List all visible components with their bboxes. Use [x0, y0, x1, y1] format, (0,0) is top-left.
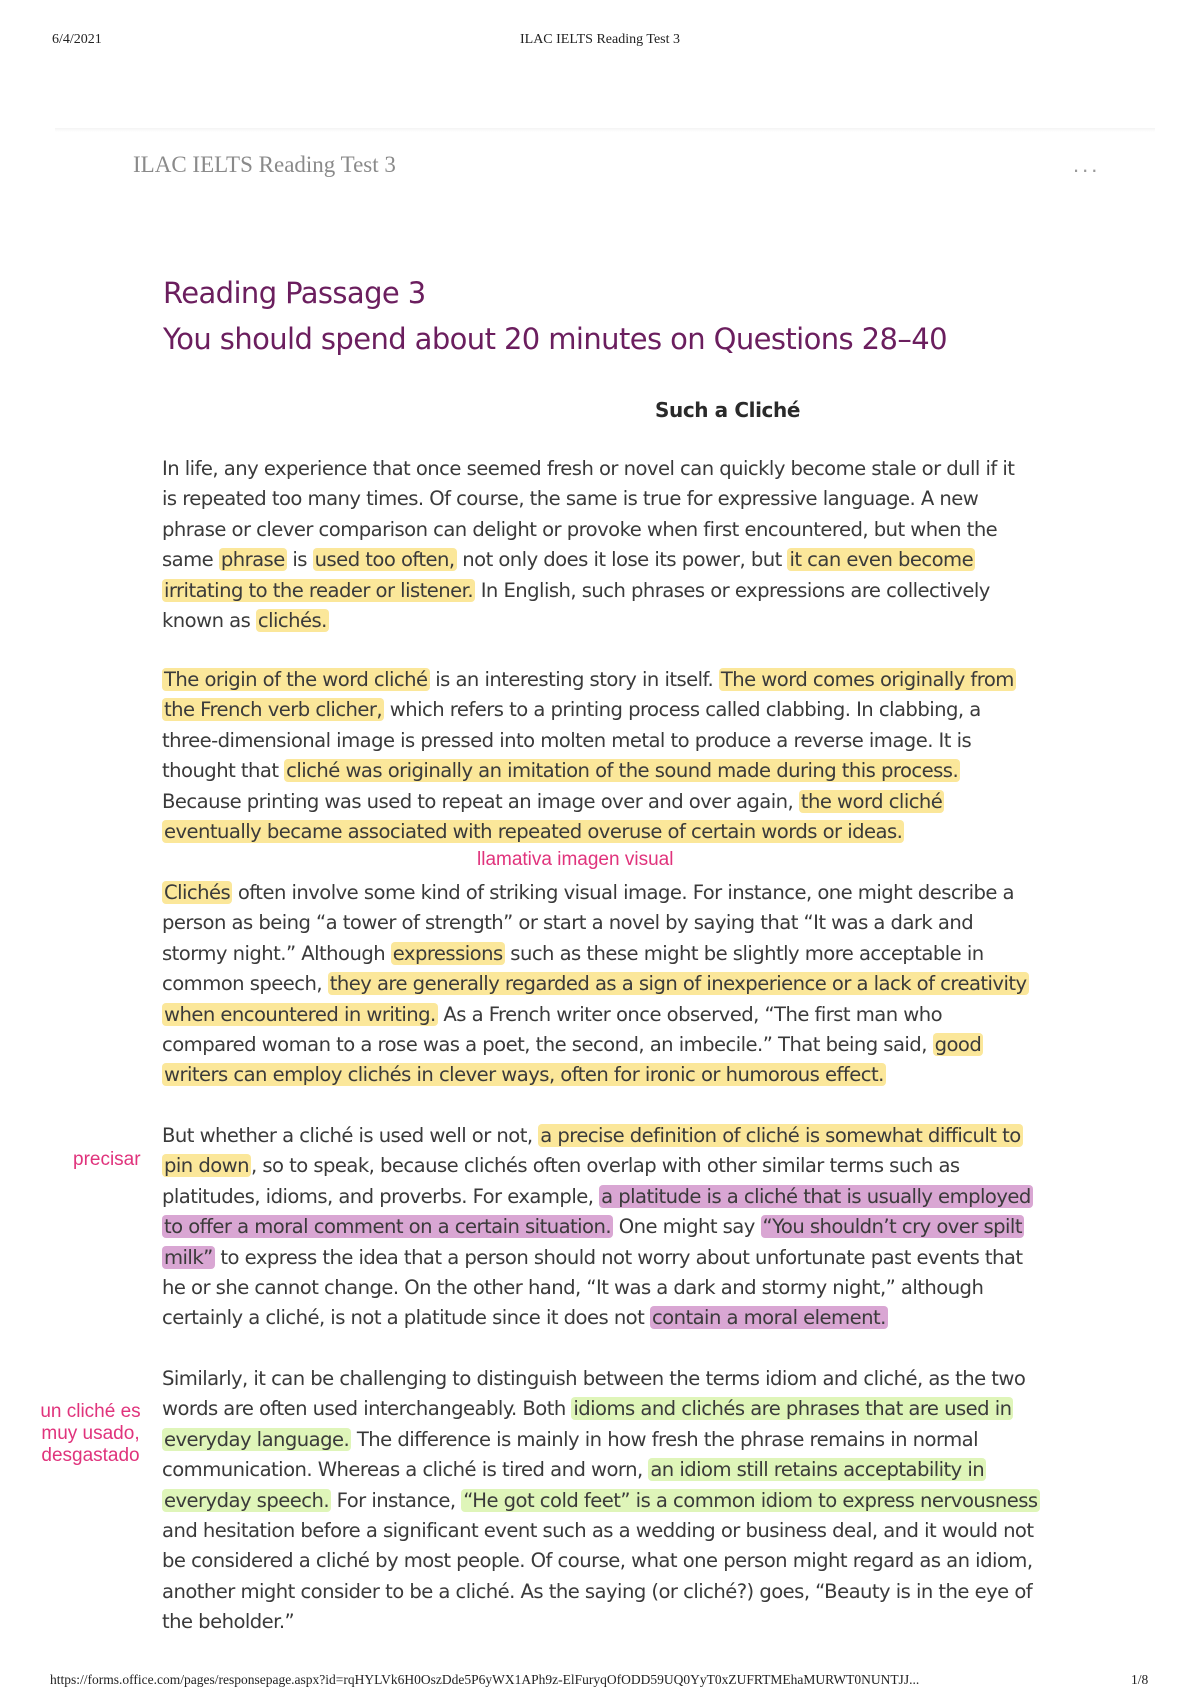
highlighted-text: they are generally regarded as a sign of inexperience or a lack of creativity: [329, 972, 1027, 996]
highlighted-text: everyday speech.: [164, 1488, 329, 1512]
text-line: [162, 1455, 1052, 1485]
text-segment: another might consider to be a cliché. As the saying (or cliché?) goes, “Beauty is in the eye of: [162, 1579, 1033, 1603]
text-line: [162, 1303, 1052, 1333]
text-line: [162, 606, 1052, 636]
highlighted-text: contain a moral element.: [651, 1306, 886, 1330]
text-segment: he or she cannot change. On the other hand, “It was a dark and stormy night,” although: [162, 1276, 984, 1300]
passage-instruction: You should spend about 20 minutes on Questions 28–40: [163, 322, 947, 356]
footer-url-link[interactable]: https://forms.office.com/pages/responsepage.aspx?id=rqHYLVk6H0OszDde5P6yWX1APh9z-ElFuryqOfODD59UQ0YyT0xZUFRTMEhaMURWT0NUNTJJ...: [50, 1672, 920, 1687]
text-line: [162, 1273, 1052, 1303]
text-line: [162, 817, 1052, 847]
text-segment: not only does it lose its power, but: [456, 548, 788, 572]
text-line: [162, 1030, 1052, 1060]
text-line: [162, 878, 1052, 908]
text-segment: same: [162, 548, 219, 572]
highlighted-text: the word cliché: [800, 789, 943, 813]
text-line: [162, 515, 1052, 545]
text-segment: known as: [162, 609, 256, 633]
annotation-note: un cliché es muy usado, desgastado: [40, 1401, 141, 1466]
text-line: [162, 695, 1052, 725]
text-segment: common speech,: [162, 972, 328, 996]
highlighted-text: an idiom still retains acceptability in: [650, 1458, 985, 1482]
highlighted-text: the French verb clicher,: [164, 698, 383, 722]
annotation-note: llamativa imagen visual: [477, 849, 674, 870]
text-line: [162, 939, 1052, 969]
text-line: [162, 484, 1052, 514]
highlighted-text: “You shouldn’t cry over spilt: [762, 1215, 1022, 1239]
more-options-icon[interactable]: ...: [1073, 152, 1101, 177]
text-line: [162, 1425, 1052, 1455]
highlighted-text: milk”: [164, 1245, 213, 1269]
highlighted-text: expressions: [392, 941, 503, 965]
text-line: [162, 1486, 1052, 1516]
highlighted-text: everyday language.: [164, 1427, 350, 1451]
text-line: [162, 1121, 1052, 1151]
highlighted-text: a platitude is a cliché that is usually employed: [601, 1184, 1031, 1208]
highlighted-text: The origin of the word cliché: [164, 668, 428, 691]
text-segment: words are often used interchangeably. Both: [162, 1397, 572, 1421]
text-segment: to express the idea that a person should not worry about unfortunate past events that: [214, 1245, 1023, 1269]
text-segment: certainly a cliché, is not a platitude since it does not: [162, 1306, 650, 1330]
paragraph-5: [162, 1364, 1052, 1638]
highlighted-text: pin down: [164, 1154, 249, 1178]
text-segment: phrase or clever comparison can delight or provoke when first encountered, but when the: [162, 517, 998, 541]
text-segment: One might say: [613, 1215, 761, 1239]
form-title: ILAC IELTS Reading Test 3: [133, 152, 396, 177]
highlighted-text: used too often,: [314, 548, 455, 572]
text-line: [162, 1607, 1052, 1637]
text-segment: be considered a cliché by most people. Of course, what one person might regard as an idiom,: [162, 1549, 1033, 1573]
text-segment: person as being “a tower of strength” or start a novel by saying that “It was a dark and: [162, 911, 974, 935]
text-segment: is an interesting story in itself.: [429, 668, 719, 691]
text-line: [162, 908, 1052, 938]
highlighted-text: eventually became associated with repeated overuse of certain words or ideas.: [164, 820, 903, 844]
highlighted-text: “He got cold feet” is a common idiom to express nervousness: [463, 1488, 1038, 1512]
text-line: [162, 756, 1052, 786]
text-line: [162, 576, 1052, 606]
text-segment: In English, such phrases or expressions are collectively: [475, 578, 990, 602]
highlighted-text: idioms and clichés are phrases that are used in: [573, 1397, 1012, 1421]
text-segment: is repeated too many times. Of course, the same is true for expressive language. A new: [162, 487, 979, 511]
highlighted-text: it can even become: [789, 548, 974, 572]
text-segment: three-dimensional image is pressed into molten metal to produce a reverse image. It is: [162, 728, 972, 752]
highlighted-text: when encountered in writing.: [164, 1002, 436, 1026]
text-segment: the beholder.”: [162, 1610, 295, 1634]
text-segment: thought that: [162, 759, 285, 783]
text-segment: is: [286, 548, 313, 572]
passage-title: Such a Cliché: [654, 398, 800, 422]
text-segment: stormy night.” Although: [162, 941, 391, 965]
text-segment: platitudes, idioms, and proverbs. For example,: [162, 1184, 600, 1208]
text-segment: As a French writer once observed, “The first man who: [437, 1002, 943, 1026]
highlighted-text: phrase: [220, 548, 285, 572]
text-segment: often involve some kind of striking visual image. For instance, one might describe a: [232, 881, 1015, 904]
text-segment: such as these might be slightly more acceptable in: [504, 941, 984, 965]
highlighted-text: clichés.: [257, 609, 327, 633]
text-line: [162, 1060, 1052, 1090]
text-segment: Because printing was used to repeat an image over and over again,: [162, 789, 799, 813]
print-title: ILAC IELTS Reading Test 3: [519, 32, 680, 47]
text-line: [162, 1546, 1052, 1576]
text-line: [162, 787, 1052, 817]
highlighted-text: to offer a moral comment on a certain situation.: [164, 1215, 612, 1239]
highlighted-text: irritating to the reader or listener.: [164, 578, 474, 602]
text-segment: and hesitation before a significant event such as a wedding or business deal, and it would not: [162, 1519, 1034, 1543]
text-line: [162, 726, 1052, 756]
annotation-note: precisar: [73, 1149, 141, 1170]
text-line: [162, 1212, 1052, 1242]
text-line: [162, 1516, 1052, 1546]
paragraph-1: [162, 454, 1052, 636]
passage-heading: Reading Passage 3: [163, 276, 426, 310]
text-line: [162, 1000, 1052, 1030]
highlighted-text: Clichés: [164, 881, 231, 904]
highlighted-text: writers can employ clichés in clever ways, often for ironic or humorous effect.: [164, 1063, 884, 1087]
print-date: 6/4/2021: [52, 32, 102, 47]
text-segment: In life, any experience that once seemed fresh or novel can quickly become stale or dull if it: [162, 457, 1015, 480]
text-line: [162, 1151, 1052, 1181]
text-segment: which refers to a printing process called clabbing. In clabbing, a: [384, 698, 981, 722]
text-segment: compared woman to a rose was a poet, the second, an imbecile.” That being said,: [162, 1033, 933, 1057]
text-line: [162, 1394, 1052, 1424]
paragraph-3: [162, 878, 1052, 1091]
text-segment: The difference is mainly in how fresh the phrase remains in normal: [351, 1427, 979, 1451]
text-segment: Similarly, it can be challenging to distinguish between the terms idiom and cliché, as the two: [162, 1367, 1026, 1390]
text-line: [162, 454, 1052, 484]
highlighted-text: good: [934, 1033, 982, 1057]
text-line: [162, 1364, 1052, 1394]
text-line: [162, 545, 1052, 575]
highlighted-text: a precise definition of cliché is somewhat difficult to: [540, 1124, 1021, 1147]
page-number: 1/8: [1131, 1672, 1149, 1687]
text-line: [162, 1577, 1052, 1607]
paragraph-4: [162, 1121, 1052, 1334]
text-line: [162, 969, 1052, 999]
form-top-divider: [55, 128, 1155, 132]
highlighted-text: cliché was originally an imitation of the sound made during this process.: [286, 759, 959, 783]
highlighted-text: The word comes originally from: [720, 668, 1014, 691]
paragraph-2: [162, 665, 1052, 847]
text-segment: But whether a cliché is used well or not,: [162, 1124, 539, 1147]
text-line: [162, 665, 1052, 695]
text-segment: , so to speak, because clichés often overlap with other similar terms such as: [251, 1154, 960, 1178]
text-line: [162, 1243, 1052, 1273]
text-line: [162, 1182, 1052, 1212]
text-segment: communication. Whereas a cliché is tired and worn,: [162, 1458, 649, 1482]
text-segment: For instance,: [331, 1488, 462, 1512]
